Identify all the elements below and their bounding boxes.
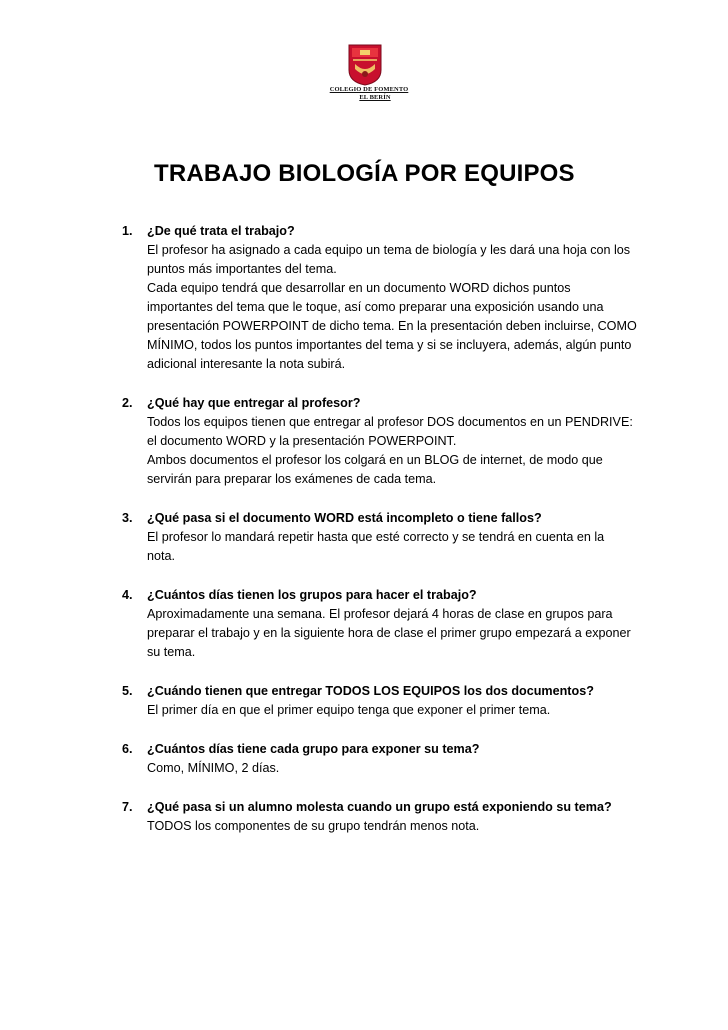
answer-line: Ambos documentos el profesor los colgará en un BLOG de internet, de modo que [147,453,603,467]
answer-line: presentación POWERPOINT de dicho tema. En la presentación deben incluirse, COMO [147,319,637,333]
question-number: 7. [122,800,133,814]
question-item [0,798,728,836]
question-answer [147,605,728,662]
answer-line: Todos los equipos tienen que entregar al profesor DOS documentos en un PENDRIVE: [147,415,633,429]
question-answer [147,701,728,720]
question-answer [147,241,728,374]
question-title: ¿Cuándo tienen que entregar TODOS LOS EQUIPOS los dos documentos? [147,684,594,698]
answer-line: importantes del tema que le toque, así como preparar una exposición usando una [147,300,604,314]
question-title: ¿Qué pasa si un alumno molesta cuando un grupo está exponiendo su tema? [147,800,612,814]
school-name-line2: EL BERÍN [359,94,391,101]
answer-line: El profesor ha asignado a cada equipo un tema de biología y les dará una hoja con los [147,243,631,257]
question-title: ¿Qué hay que entregar al profesor? [147,396,361,410]
answer-line: puntos más importantes del tema. [147,262,337,276]
answer-line: MÍNIMO, todos los puntos importantes del tema y si se incluyera, además, algún punto [147,338,632,352]
answer-line: el documento WORD y la presentación POWERPOINT. [147,434,457,448]
school-logo [318,44,418,102]
question-number: 1. [122,224,133,238]
answer-line: El profesor lo mandará repetir hasta que esté correcto y se tendrá en cuenta en la [147,530,605,544]
question-item [0,509,728,566]
question-list [0,222,728,836]
question-title: ¿Cuántos días tiene cada grupo para exponer su tema? [147,742,480,756]
question-item [0,740,728,778]
answer-line: su tema. [147,645,196,659]
answer-line: El primer día en que el primer equipo tenga que exponer el primer tema. [147,703,551,717]
answer-line: Cada equipo tendrá que desarrollar en un documento WORD dichos puntos [147,281,571,295]
question-number: 4. [122,588,133,602]
question-number: 2. [122,396,133,410]
question-item [0,222,728,374]
question-number: 5. [122,684,133,698]
school-name-line1: COLEGIO DE FOMENTO [329,86,409,93]
question-answer [147,817,728,836]
question-answer [147,528,728,566]
question-title: ¿De qué trata el trabajo? [147,224,295,238]
question-number: 6. [122,742,133,756]
question-item [0,586,728,662]
answer-line: Como, MÍNIMO, 2 días. [147,761,280,775]
question-answer [147,413,728,489]
document-title: TRABAJO BIOLOGÍA POR EQUIPOS [154,160,575,187]
answer-line: servirán para preparar los exámenes de cada tema. [147,472,437,486]
answer-line: nota. [147,549,176,563]
question-answer [147,759,728,778]
answer-line: preparar el trabajo y en la siguiente hora de clase el primer grupo empezará a exponer [147,626,631,640]
school-crest-icon [348,44,382,86]
question-item [0,682,728,720]
question-title: ¿Qué pasa si el documento WORD está incompleto o tiene fallos? [147,511,542,525]
answer-line: TODOS los componentes de su grupo tendrán menos nota. [147,819,480,833]
question-number: 3. [122,511,133,525]
answer-line: adicional interesante la nota subirá. [147,357,346,371]
answer-line: Aproximadamente una semana. El profesor dejará 4 horas de clase en grupos para [147,607,613,621]
question-item [0,394,728,489]
question-title: ¿Cuántos días tienen los grupos para hacer el trabajo? [147,588,477,602]
